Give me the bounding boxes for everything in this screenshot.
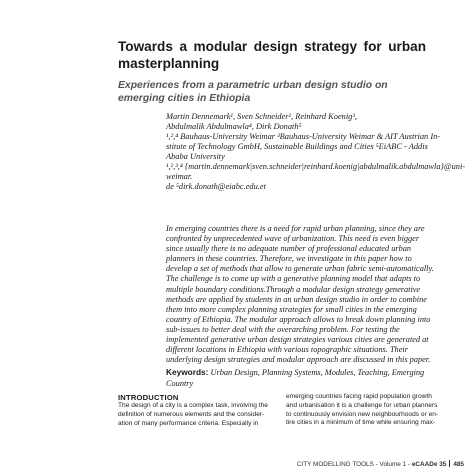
email-line: weimar. [166, 172, 193, 181]
footer-section: CITY MODELLING TOOLS - Volume 1 - [296, 461, 411, 468]
abstract-line: multiple boundary conditions.Through a modular design strategy generative [166, 284, 421, 294]
abstract-line: underlying design strategies and modular approach are discussed in this paper. [166, 355, 431, 365]
abstract-line: methods are applied by students in an urban design studio in order to combine [166, 294, 427, 304]
abstract [166, 224, 448, 365]
abstract-line: sub-issues to better deal with the overarching problem. For testing the [166, 324, 400, 334]
author-block [166, 112, 466, 192]
keywords [166, 367, 448, 389]
abstract-line: develop a set of methods that allow to generate urban fabric semi-automatically. [166, 264, 434, 274]
body-line: The design of a city is a complex task, involving the [118, 402, 268, 409]
body-line: to continuously envision new neighbourhoods or en- [286, 410, 439, 418]
page-footer [297, 460, 464, 470]
keywords-label: Keywords: [166, 367, 209, 377]
body-line: emerging countries facing rapid population growth [286, 393, 432, 400]
body-line: and urbanisation it is a challenge for urban planners [286, 401, 438, 409]
affiliation-line: ¹,²,⁴ Bauhaus-University Weimar ³Bauhaus-University Weimar & AIT Austrian In- [166, 132, 441, 141]
abstract-line: The challenge is to come up with a generative planning model that adapts to [166, 274, 421, 284]
body-line: ation of many performance criteria. Especially in [118, 419, 259, 427]
author-line: Martin Dennemark¹, Sven Schneider², Reinhard Koenig³, [166, 112, 357, 121]
affiliation-line: Ababa University [166, 152, 225, 161]
keywords-text: Urban Design, Planning Systems, Modules, Teaching, Emerging Country [166, 368, 425, 388]
abstract-line: In emerging countries there is a need for rapid urban planning, since they are [166, 224, 425, 233]
abstract-line: different locations in Ethiopia with various topographic situations. Their [166, 345, 408, 355]
abstract-line: since usually there is no adequate number of professional educated urban [166, 244, 412, 254]
intro-column-right [286, 393, 446, 428]
abstract-line: planners in these countries. Therefore, we investigate in this paper how to [166, 254, 412, 264]
paper-title: Towards a modular design strategy for urban masterplanning [118, 39, 426, 71]
email-line: de ⁵dirk.donath@eiabc.edu.et [166, 182, 266, 191]
section-heading: INTRODUCTION [118, 393, 179, 402]
body-line: definition of numerous elements and the consider- [118, 410, 265, 418]
abstract-line: country of Ethiopia. The modular approach allows to break down planning into [166, 314, 431, 324]
author-line: Abdulmalik Abdulmawla⁴, Dirk Donath⁵ [166, 122, 302, 131]
email-line: ¹,²,³,⁴ {martin.dennemark|sven.schneider|reinhard.koenig|abdulmalik.abdulmawla}@uni- [166, 162, 466, 171]
affiliation-line: stitute of Technology GmbH, Sustainable Buildings and Cities ⁵EiABC - Addis [166, 142, 428, 151]
paper-subtitle: Experiences from a parametric urban design studio on emerging cities in Ethiopia [118, 80, 388, 104]
page-number: 485 [453, 461, 464, 468]
body-line: tire cities in a minimum of time while ensuring max- [286, 419, 436, 427]
footer-conference: eCAADe 35 [411, 461, 447, 468]
abstract-line: them into more complex planning strategies for small cities in the emerging [166, 304, 417, 314]
abstract-line: confronted by unprecedented wave of urbanization. This need is even bigger [166, 234, 420, 244]
intro-column-left [118, 402, 278, 428]
footer-divider [449, 460, 450, 467]
abstract-line: implemented generative urban design strategies various cities are generated at [166, 335, 429, 345]
